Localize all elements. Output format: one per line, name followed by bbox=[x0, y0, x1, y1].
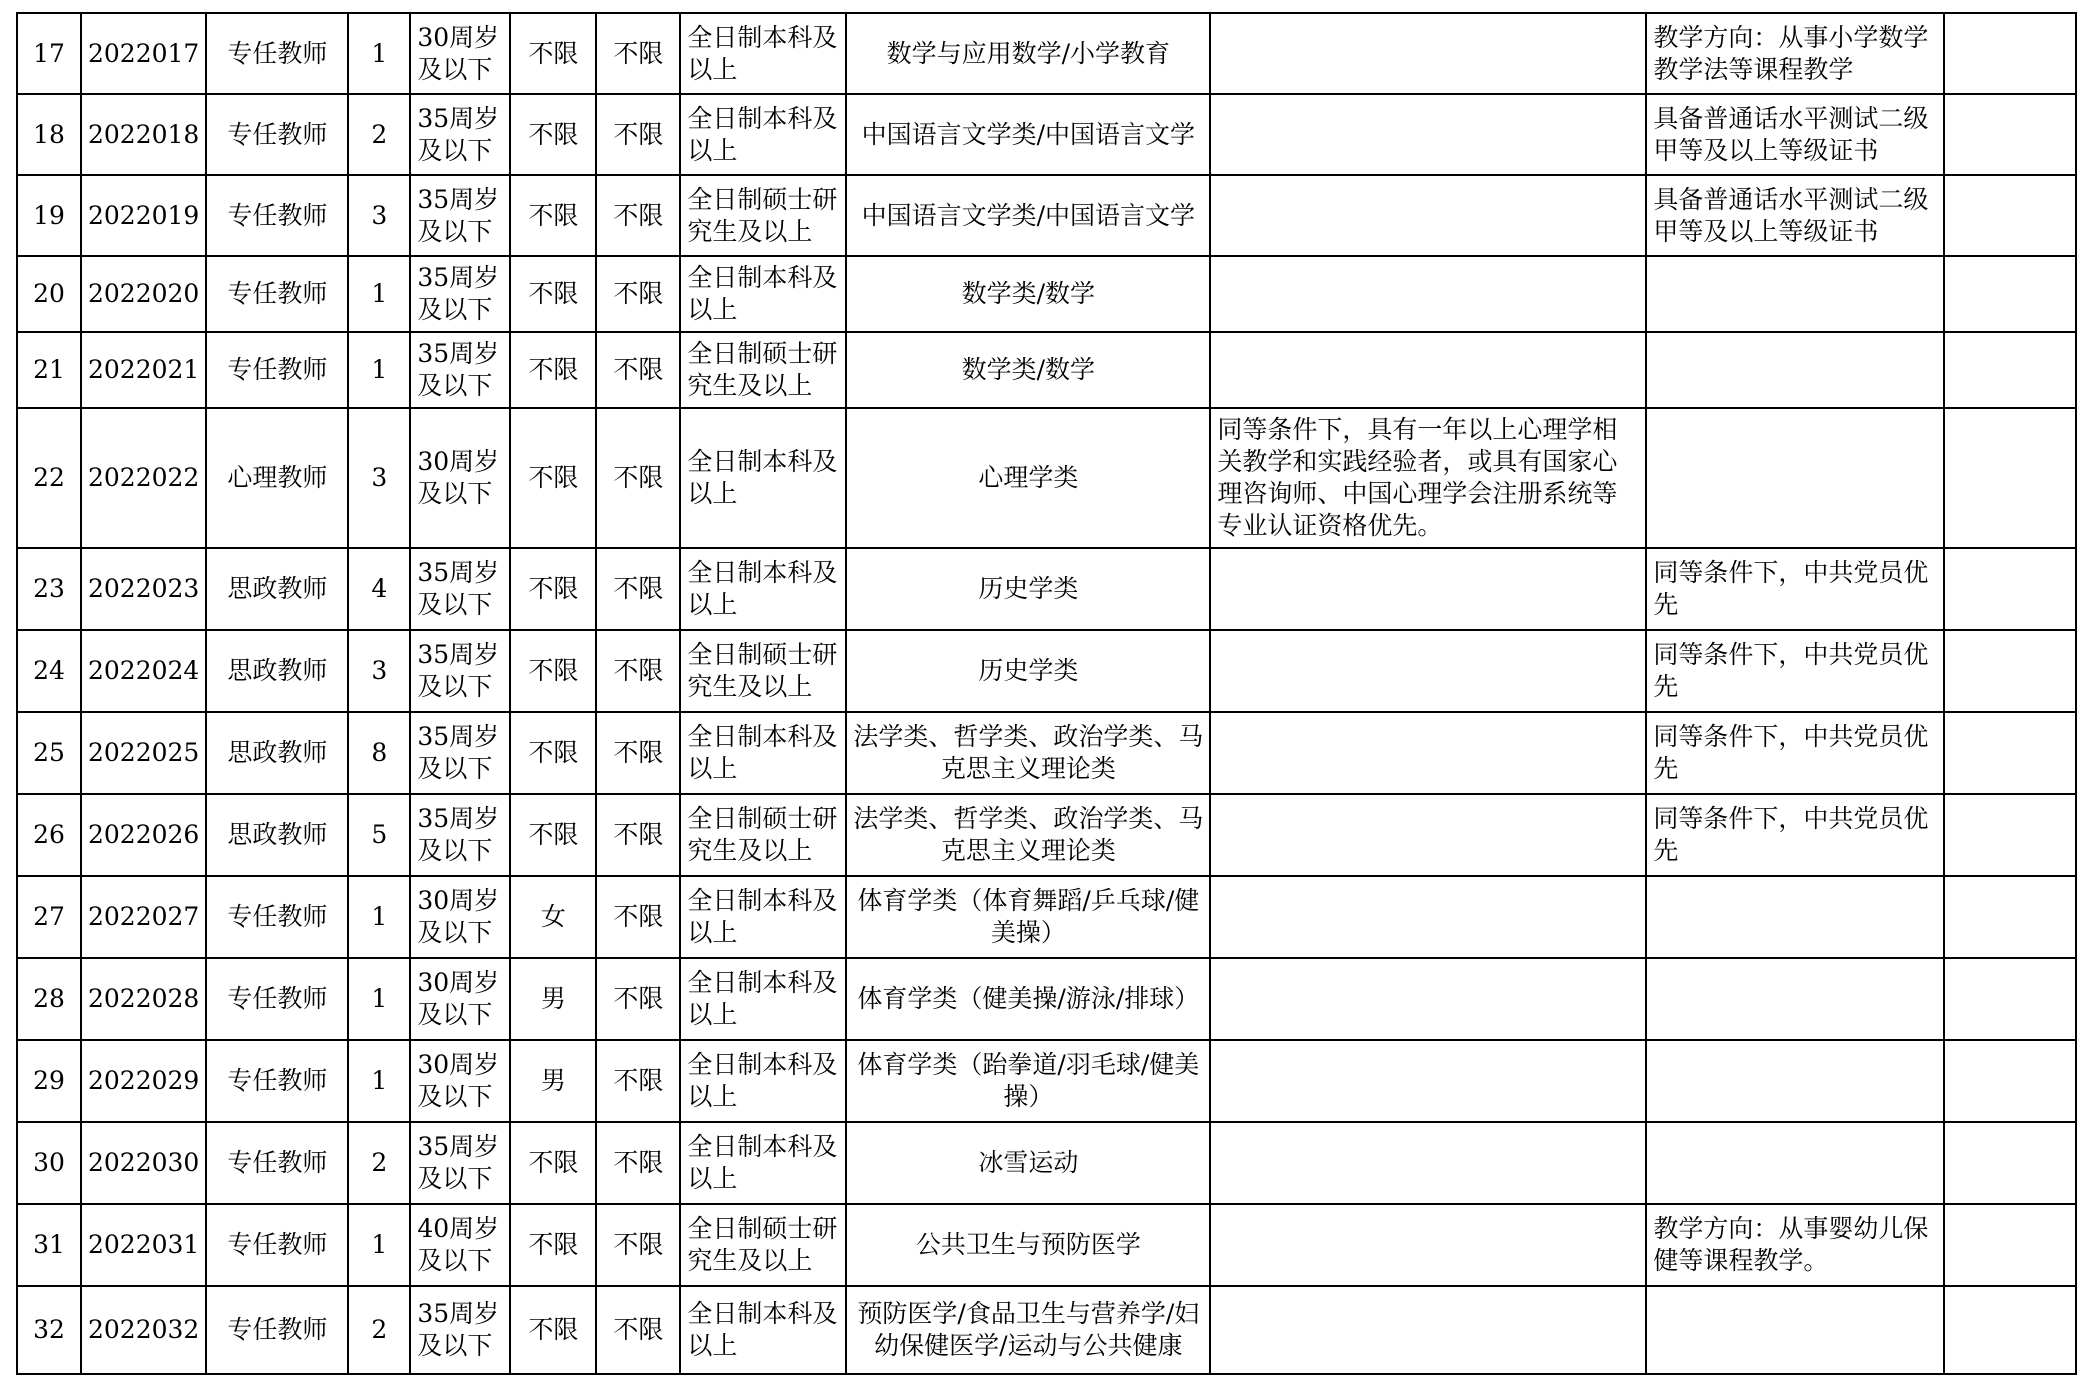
cell-gender: 男 bbox=[510, 958, 596, 1040]
cell-education: 全日制本科及以上 bbox=[680, 13, 846, 94]
cell-position-name: 专任教师 bbox=[206, 1286, 348, 1374]
cell-age: 35周岁及以下 bbox=[410, 712, 510, 794]
cell-number: 32 bbox=[17, 1286, 81, 1374]
cell-education: 全日制本科及以上 bbox=[680, 256, 846, 332]
cell-number: 17 bbox=[17, 13, 81, 94]
recruitment-table bbox=[16, 12, 2077, 1375]
cell-position-code: 2022022 bbox=[81, 408, 206, 548]
cell-other-requirements bbox=[1210, 13, 1646, 94]
cell-position-code: 2022027 bbox=[81, 876, 206, 958]
cell-notes: 同等条件下，中共党员优先 bbox=[1646, 548, 1944, 630]
cell-headcount: 1 bbox=[348, 1040, 410, 1122]
cell-headcount: 2 bbox=[348, 94, 410, 175]
table-row bbox=[17, 958, 2076, 1040]
cell-number: 20 bbox=[17, 256, 81, 332]
cell-education: 全日制硕士研究生及以上 bbox=[680, 794, 846, 876]
cell-age: 35周岁及以下 bbox=[410, 1286, 510, 1374]
cell-major: 中国语言文学类/中国语言文学 bbox=[846, 94, 1210, 175]
cell-ethnicity: 不限 bbox=[596, 1286, 680, 1374]
cell-age: 35周岁及以下 bbox=[410, 630, 510, 712]
cell-education: 全日制本科及以上 bbox=[680, 712, 846, 794]
cell-age: 40周岁及以下 bbox=[410, 1204, 510, 1286]
cell-position-name: 专任教师 bbox=[206, 1204, 348, 1286]
table-row bbox=[17, 175, 2076, 256]
cell-notes bbox=[1646, 1040, 1944, 1122]
cell-position-code: 2022030 bbox=[81, 1122, 206, 1204]
cell-extra bbox=[1944, 175, 2076, 256]
cell-education: 全日制本科及以上 bbox=[680, 958, 846, 1040]
cell-ethnicity: 不限 bbox=[596, 1040, 680, 1122]
cell-number: 24 bbox=[17, 630, 81, 712]
cell-age: 30周岁及以下 bbox=[410, 1040, 510, 1122]
cell-number: 27 bbox=[17, 876, 81, 958]
table-row bbox=[17, 94, 2076, 175]
cell-other-requirements bbox=[1210, 876, 1646, 958]
cell-position-name: 专任教师 bbox=[206, 94, 348, 175]
cell-ethnicity: 不限 bbox=[596, 1204, 680, 1286]
cell-ethnicity: 不限 bbox=[596, 630, 680, 712]
cell-number: 21 bbox=[17, 332, 81, 408]
cell-position-name: 思政教师 bbox=[206, 794, 348, 876]
cell-age: 35周岁及以下 bbox=[410, 548, 510, 630]
cell-position-code: 2022019 bbox=[81, 175, 206, 256]
cell-major: 心理学类 bbox=[846, 408, 1210, 548]
cell-ethnicity: 不限 bbox=[596, 175, 680, 256]
cell-extra bbox=[1944, 256, 2076, 332]
cell-major: 法学类、哲学类、政治学类、马克思主义理论类 bbox=[846, 712, 1210, 794]
cell-extra bbox=[1944, 94, 2076, 175]
cell-education: 全日制本科及以上 bbox=[680, 94, 846, 175]
cell-number: 26 bbox=[17, 794, 81, 876]
cell-position-name: 专任教师 bbox=[206, 13, 348, 94]
cell-other-requirements bbox=[1210, 548, 1646, 630]
cell-gender: 不限 bbox=[510, 794, 596, 876]
cell-position-name: 专任教师 bbox=[206, 256, 348, 332]
cell-extra bbox=[1944, 1122, 2076, 1204]
cell-notes bbox=[1646, 256, 1944, 332]
cell-other-requirements bbox=[1210, 958, 1646, 1040]
table-row bbox=[17, 1286, 2076, 1374]
cell-gender: 不限 bbox=[510, 13, 596, 94]
table-row bbox=[17, 794, 2076, 876]
cell-headcount: 1 bbox=[348, 13, 410, 94]
cell-extra bbox=[1944, 1040, 2076, 1122]
table-row bbox=[17, 876, 2076, 958]
cell-number: 18 bbox=[17, 94, 81, 175]
cell-number: 22 bbox=[17, 408, 81, 548]
cell-age: 35周岁及以下 bbox=[410, 332, 510, 408]
table-row bbox=[17, 408, 2076, 548]
cell-other-requirements: 同等条件下，具有一年以上心理学相关教学和实践经验者，或具有国家心理咨询师、中国心理学会注册系统等专业认证资格优先。 bbox=[1210, 408, 1646, 548]
table-row bbox=[17, 256, 2076, 332]
cell-position-code: 2022025 bbox=[81, 712, 206, 794]
cell-ethnicity: 不限 bbox=[596, 332, 680, 408]
cell-gender: 不限 bbox=[510, 1204, 596, 1286]
table-row bbox=[17, 332, 2076, 408]
cell-headcount: 5 bbox=[348, 794, 410, 876]
cell-gender: 女 bbox=[510, 876, 596, 958]
cell-gender: 不限 bbox=[510, 408, 596, 548]
cell-ethnicity: 不限 bbox=[596, 712, 680, 794]
cell-number: 25 bbox=[17, 712, 81, 794]
cell-age: 35周岁及以下 bbox=[410, 94, 510, 175]
cell-headcount: 3 bbox=[348, 630, 410, 712]
table-row bbox=[17, 1204, 2076, 1286]
cell-extra bbox=[1944, 1204, 2076, 1286]
cell-headcount: 2 bbox=[348, 1286, 410, 1374]
cell-number: 30 bbox=[17, 1122, 81, 1204]
cell-position-code: 2022020 bbox=[81, 256, 206, 332]
cell-gender: 不限 bbox=[510, 630, 596, 712]
cell-headcount: 1 bbox=[348, 1204, 410, 1286]
cell-notes bbox=[1646, 1286, 1944, 1374]
cell-number: 31 bbox=[17, 1204, 81, 1286]
cell-education: 全日制本科及以上 bbox=[680, 876, 846, 958]
cell-age: 30周岁及以下 bbox=[410, 876, 510, 958]
cell-notes: 同等条件下，中共党员优先 bbox=[1646, 630, 1944, 712]
cell-extra bbox=[1944, 13, 2076, 94]
cell-gender: 不限 bbox=[510, 712, 596, 794]
cell-headcount: 2 bbox=[348, 1122, 410, 1204]
cell-headcount: 1 bbox=[348, 332, 410, 408]
table-row bbox=[17, 13, 2076, 94]
cell-gender: 不限 bbox=[510, 548, 596, 630]
table-row bbox=[17, 1122, 2076, 1204]
table-row bbox=[17, 1040, 2076, 1122]
cell-gender: 男 bbox=[510, 1040, 596, 1122]
cell-position-name: 思政教师 bbox=[206, 712, 348, 794]
cell-extra bbox=[1944, 712, 2076, 794]
cell-ethnicity: 不限 bbox=[596, 94, 680, 175]
cell-position-name: 心理教师 bbox=[206, 408, 348, 548]
table-row bbox=[17, 712, 2076, 794]
cell-position-name: 专任教师 bbox=[206, 958, 348, 1040]
cell-position-code: 2022029 bbox=[81, 1040, 206, 1122]
cell-major: 冰雪运动 bbox=[846, 1122, 1210, 1204]
cell-major: 公共卫生与预防医学 bbox=[846, 1204, 1210, 1286]
cell-notes: 同等条件下，中共党员优先 bbox=[1646, 712, 1944, 794]
cell-notes: 同等条件下，中共党员优先 bbox=[1646, 794, 1944, 876]
cell-notes: 教学方向：从事婴幼儿保健等课程教学。 bbox=[1646, 1204, 1944, 1286]
cell-ethnicity: 不限 bbox=[596, 256, 680, 332]
table-row bbox=[17, 630, 2076, 712]
cell-headcount: 3 bbox=[348, 408, 410, 548]
cell-education: 全日制硕士研究生及以上 bbox=[680, 332, 846, 408]
cell-position-code: 2022032 bbox=[81, 1286, 206, 1374]
cell-extra bbox=[1944, 630, 2076, 712]
cell-notes bbox=[1646, 1122, 1944, 1204]
cell-notes bbox=[1646, 332, 1944, 408]
cell-position-name: 思政教师 bbox=[206, 548, 348, 630]
cell-number: 28 bbox=[17, 958, 81, 1040]
cell-position-code: 2022031 bbox=[81, 1204, 206, 1286]
cell-age: 35周岁及以下 bbox=[410, 256, 510, 332]
cell-other-requirements bbox=[1210, 1204, 1646, 1286]
cell-position-name: 专任教师 bbox=[206, 332, 348, 408]
cell-ethnicity: 不限 bbox=[596, 794, 680, 876]
cell-major: 法学类、哲学类、政治学类、马克思主义理论类 bbox=[846, 794, 1210, 876]
cell-age: 30周岁及以下 bbox=[410, 958, 510, 1040]
cell-other-requirements bbox=[1210, 1286, 1646, 1374]
cell-age: 35周岁及以下 bbox=[410, 1122, 510, 1204]
table-row bbox=[17, 548, 2076, 630]
cell-major: 历史学类 bbox=[846, 630, 1210, 712]
cell-number: 29 bbox=[17, 1040, 81, 1122]
cell-notes: 具备普通话水平测试二级甲等及以上等级证书 bbox=[1646, 94, 1944, 175]
cell-gender: 不限 bbox=[510, 256, 596, 332]
cell-age: 30周岁及以下 bbox=[410, 13, 510, 94]
cell-extra bbox=[1944, 548, 2076, 630]
cell-other-requirements bbox=[1210, 1122, 1646, 1204]
cell-position-name: 专任教师 bbox=[206, 876, 348, 958]
cell-education: 全日制硕士研究生及以上 bbox=[680, 1204, 846, 1286]
cell-gender: 不限 bbox=[510, 332, 596, 408]
cell-other-requirements bbox=[1210, 1040, 1646, 1122]
cell-position-code: 2022017 bbox=[81, 13, 206, 94]
cell-ethnicity: 不限 bbox=[596, 1122, 680, 1204]
cell-headcount: 1 bbox=[348, 256, 410, 332]
cell-extra bbox=[1944, 1286, 2076, 1374]
table-body bbox=[17, 13, 2076, 1374]
cell-other-requirements bbox=[1210, 332, 1646, 408]
cell-education: 全日制硕士研究生及以上 bbox=[680, 175, 846, 256]
cell-major: 体育学类（跆拳道/羽毛球/健美操） bbox=[846, 1040, 1210, 1122]
cell-age: 35周岁及以下 bbox=[410, 794, 510, 876]
cell-education: 全日制本科及以上 bbox=[680, 548, 846, 630]
cell-extra bbox=[1944, 876, 2076, 958]
cell-notes: 教学方向：从事小学数学教学法等课程教学 bbox=[1646, 13, 1944, 94]
cell-major: 数学与应用数学/小学教育 bbox=[846, 13, 1210, 94]
cell-ethnicity: 不限 bbox=[596, 13, 680, 94]
cell-headcount: 3 bbox=[348, 175, 410, 256]
cell-education: 全日制本科及以上 bbox=[680, 1286, 846, 1374]
cell-extra bbox=[1944, 408, 2076, 548]
cell-major: 数学类/数学 bbox=[846, 256, 1210, 332]
cell-education: 全日制本科及以上 bbox=[680, 408, 846, 548]
cell-other-requirements bbox=[1210, 712, 1646, 794]
cell-notes bbox=[1646, 408, 1944, 548]
cell-major: 体育学类（健美操/游泳/排球） bbox=[846, 958, 1210, 1040]
cell-major: 数学类/数学 bbox=[846, 332, 1210, 408]
cell-age: 35周岁及以下 bbox=[410, 175, 510, 256]
cell-position-name: 思政教师 bbox=[206, 630, 348, 712]
cell-extra bbox=[1944, 794, 2076, 876]
cell-position-name: 专任教师 bbox=[206, 1040, 348, 1122]
cell-headcount: 8 bbox=[348, 712, 410, 794]
cell-education: 全日制硕士研究生及以上 bbox=[680, 630, 846, 712]
cell-other-requirements bbox=[1210, 175, 1646, 256]
cell-extra bbox=[1944, 332, 2076, 408]
cell-ethnicity: 不限 bbox=[596, 548, 680, 630]
cell-gender: 不限 bbox=[510, 94, 596, 175]
cell-age: 30周岁及以下 bbox=[410, 408, 510, 548]
cell-ethnicity: 不限 bbox=[596, 408, 680, 548]
cell-major: 预防医学/食品卫生与营养学/妇幼保健医学/运动与公共健康 bbox=[846, 1286, 1210, 1374]
cell-headcount: 4 bbox=[348, 548, 410, 630]
cell-position-code: 2022018 bbox=[81, 94, 206, 175]
cell-position-code: 2022021 bbox=[81, 332, 206, 408]
cell-position-name: 专任教师 bbox=[206, 1122, 348, 1204]
cell-major: 中国语言文学类/中国语言文学 bbox=[846, 175, 1210, 256]
cell-education: 全日制本科及以上 bbox=[680, 1040, 846, 1122]
cell-headcount: 1 bbox=[348, 876, 410, 958]
cell-education: 全日制本科及以上 bbox=[680, 1122, 846, 1204]
cell-position-code: 2022023 bbox=[81, 548, 206, 630]
cell-ethnicity: 不限 bbox=[596, 876, 680, 958]
cell-number: 19 bbox=[17, 175, 81, 256]
cell-position-code: 2022024 bbox=[81, 630, 206, 712]
cell-position-code: 2022026 bbox=[81, 794, 206, 876]
cell-notes bbox=[1646, 958, 1944, 1040]
cell-major: 体育学类（体育舞蹈/乒乓球/健美操） bbox=[846, 876, 1210, 958]
cell-other-requirements bbox=[1210, 94, 1646, 175]
cell-other-requirements bbox=[1210, 630, 1646, 712]
cell-extra bbox=[1944, 958, 2076, 1040]
cell-major: 历史学类 bbox=[846, 548, 1210, 630]
cell-other-requirements bbox=[1210, 794, 1646, 876]
cell-number: 23 bbox=[17, 548, 81, 630]
cell-ethnicity: 不限 bbox=[596, 958, 680, 1040]
cell-notes: 具备普通话水平测试二级甲等及以上等级证书 bbox=[1646, 175, 1944, 256]
cell-notes bbox=[1646, 876, 1944, 958]
cell-headcount: 1 bbox=[348, 958, 410, 1040]
cell-gender: 不限 bbox=[510, 175, 596, 256]
cell-gender: 不限 bbox=[510, 1286, 596, 1374]
cell-position-code: 2022028 bbox=[81, 958, 206, 1040]
cell-other-requirements bbox=[1210, 256, 1646, 332]
cell-gender: 不限 bbox=[510, 1122, 596, 1204]
cell-position-name: 专任教师 bbox=[206, 175, 348, 256]
